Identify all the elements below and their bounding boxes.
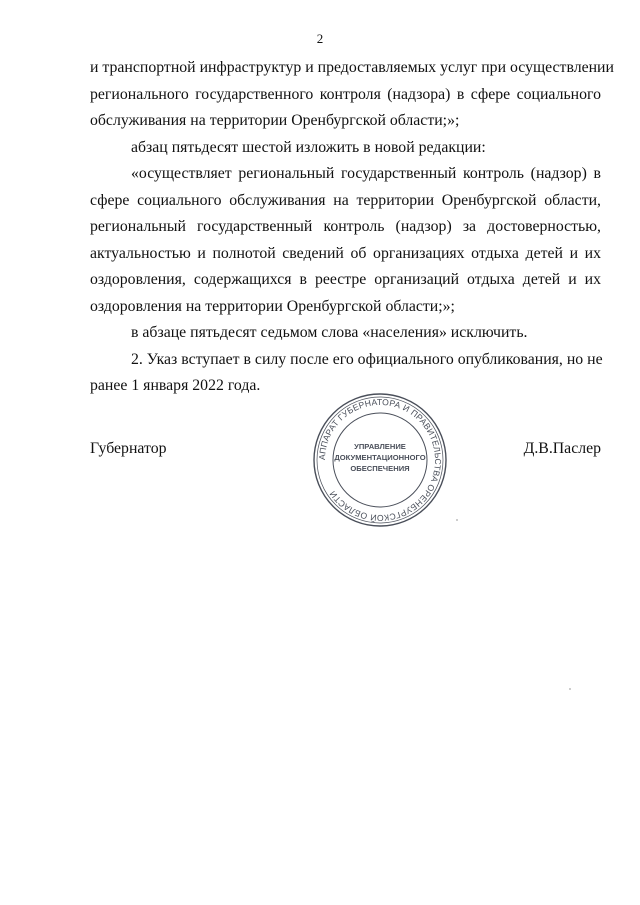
text-line: оздоровления на территории Оренбургской области;»; [90, 297, 455, 315]
text-line: и транспортной инфраструктур и предоставляемых услуг при осуществлении [90, 59, 614, 76]
paragraph-new-wording [90, 161, 601, 320]
signatory-title: Губернатор [90, 440, 167, 457]
paragraph-abzac-56 [90, 135, 601, 162]
seal-center-line: УПРАВЛЕНИЕ [354, 442, 406, 451]
text-line: актуальностью и полнотой сведений об организациях отдыха детей и их [90, 244, 601, 262]
text-line: абзац пятьдесят шестой изложить в новой редакции: [131, 138, 486, 156]
scan-speck [456, 519, 458, 521]
text-line: регионального государственного контроля (надзора) в сфере социального [90, 85, 601, 103]
seal-ring-text: АППАРАТ ГУБЕРНАТОРА И ПРАВИТЕЛЬСТВА ОРЕНБУРГСКОЙ ОБЛАСТИ [316, 396, 444, 524]
seal-center-line: ОБЕСПЕЧЕНИЯ [350, 464, 410, 473]
text-line: оздоровления, содержащихся в реестре организаций отдыха детей и их [90, 271, 601, 288]
official-seal-stamp [310, 390, 450, 530]
page-number: 2 [316, 31, 324, 46]
text-line: обслуживания на территории Оренбургской области;»; [90, 112, 460, 129]
text-line: «осуществляет региональный государственный контроль (надзор) в [131, 165, 601, 182]
text-line: ранее 1 января 2022 года. [90, 377, 261, 394]
paragraph-infrastructure [90, 55, 614, 135]
paragraph-abzac-57 [90, 320, 601, 347]
seal-center-line: ДОКУМЕНТАЦИОННОГО [334, 453, 426, 462]
signatory-name: Д.В.Паслер [523, 440, 601, 457]
text-line: сфере социального обслуживания на территории Оренбургской области, [90, 191, 601, 209]
text-line: в абзаце пятьдесят седьмом слова «населения» исключить. [131, 324, 528, 341]
scan-speck [569, 688, 571, 690]
document-body [90, 55, 614, 400]
text-line: 2. Указ вступает в силу после его официального опубликования, но не [131, 350, 603, 368]
text-line: региональный государственный контроль (надзор) за достоверностью, [90, 218, 601, 235]
